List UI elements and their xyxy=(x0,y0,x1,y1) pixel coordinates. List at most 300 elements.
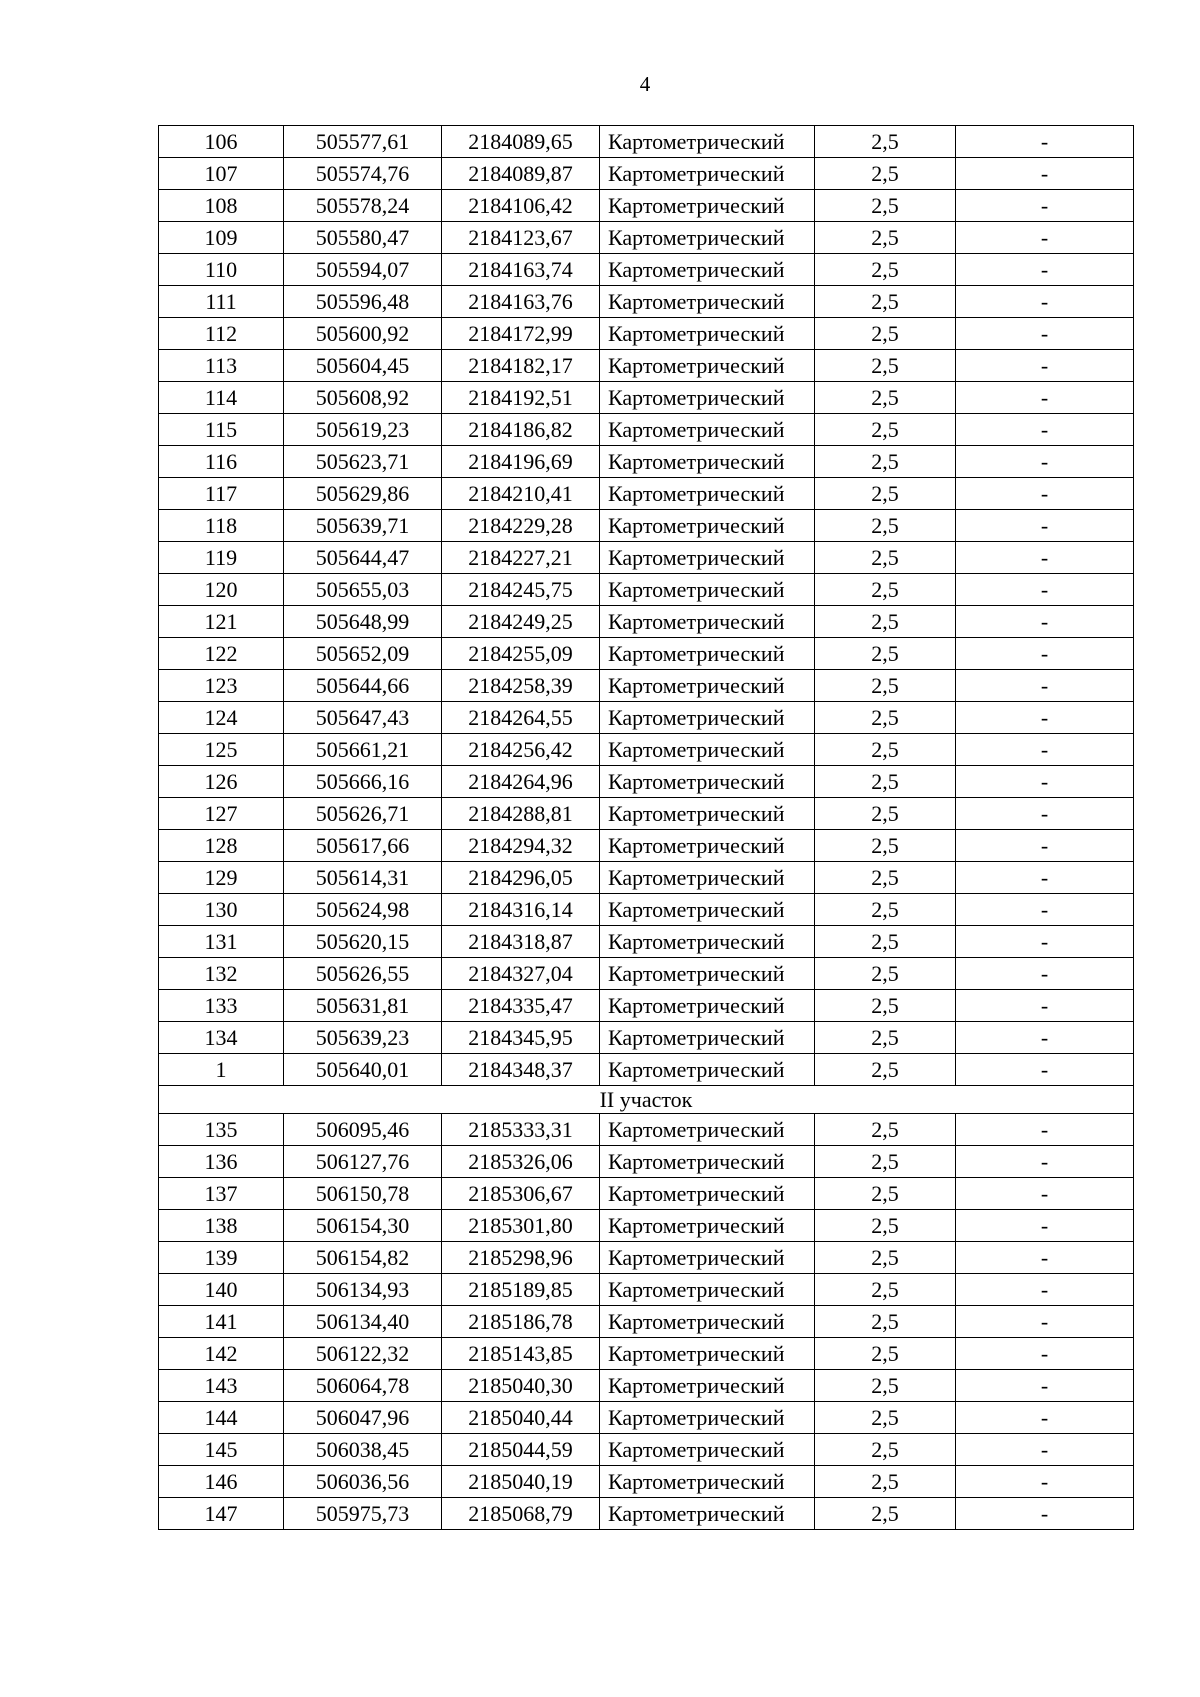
method-cell: Картометрический xyxy=(600,990,815,1022)
method-cell: Картометрический xyxy=(600,1498,815,1530)
point-number-cell: 141 xyxy=(159,1306,284,1338)
point-number-cell: 136 xyxy=(159,1146,284,1178)
description-cell: - xyxy=(956,1434,1134,1466)
y-coordinate-cell: 2184255,09 xyxy=(442,638,600,670)
method-cell: Картометрический xyxy=(600,478,815,510)
y-coordinate-cell: 2185306,67 xyxy=(442,1178,600,1210)
accuracy-cell: 2,5 xyxy=(815,990,956,1022)
method-cell: Картометрический xyxy=(600,1434,815,1466)
table-row xyxy=(159,606,1134,638)
x-coordinate-cell: 505596,48 xyxy=(284,286,442,318)
method-cell: Картометрический xyxy=(600,510,815,542)
table-row xyxy=(159,1178,1134,1210)
point-number-cell: 127 xyxy=(159,798,284,830)
point-number-cell: 124 xyxy=(159,702,284,734)
accuracy-cell: 2,5 xyxy=(815,382,956,414)
y-coordinate-cell: 2185301,80 xyxy=(442,1210,600,1242)
table-row xyxy=(159,1146,1134,1178)
y-coordinate-cell: 2184182,17 xyxy=(442,350,600,382)
point-number-cell: 142 xyxy=(159,1338,284,1370)
description-cell: - xyxy=(956,446,1134,478)
table-row xyxy=(159,798,1134,830)
accuracy-cell: 2,5 xyxy=(815,222,956,254)
y-coordinate-cell: 2184335,47 xyxy=(442,990,600,1022)
description-cell: - xyxy=(956,1498,1134,1530)
point-number-cell: 138 xyxy=(159,1210,284,1242)
description-cell: - xyxy=(956,1114,1134,1146)
accuracy-cell: 2,5 xyxy=(815,286,956,318)
accuracy-cell: 2,5 xyxy=(815,1054,956,1086)
description-cell: - xyxy=(956,1338,1134,1370)
table-row xyxy=(159,1338,1134,1370)
accuracy-cell: 2,5 xyxy=(815,254,956,286)
method-cell: Картометрический xyxy=(600,1178,815,1210)
x-coordinate-cell: 505652,09 xyxy=(284,638,442,670)
x-coordinate-cell: 506127,76 xyxy=(284,1146,442,1178)
point-number-cell: 122 xyxy=(159,638,284,670)
point-number-cell: 114 xyxy=(159,382,284,414)
y-coordinate-cell: 2185044,59 xyxy=(442,1434,600,1466)
description-cell: - xyxy=(956,254,1134,286)
method-cell: Картометрический xyxy=(600,670,815,702)
table-row xyxy=(159,670,1134,702)
method-cell: Картометрический xyxy=(600,1466,815,1498)
x-coordinate-cell: 505578,24 xyxy=(284,190,442,222)
x-coordinate-cell: 506154,30 xyxy=(284,1210,442,1242)
method-cell: Картометрический xyxy=(600,1306,815,1338)
description-cell: - xyxy=(956,734,1134,766)
table-row xyxy=(159,734,1134,766)
table-row xyxy=(159,414,1134,446)
table-row xyxy=(159,1022,1134,1054)
description-cell: - xyxy=(956,478,1134,510)
point-number-cell: 146 xyxy=(159,1466,284,1498)
table-row xyxy=(159,1402,1134,1434)
description-cell: - xyxy=(956,190,1134,222)
point-number-cell: 120 xyxy=(159,574,284,606)
description-cell: - xyxy=(956,510,1134,542)
accuracy-cell: 2,5 xyxy=(815,670,956,702)
description-cell: - xyxy=(956,1178,1134,1210)
table-row xyxy=(159,1242,1134,1274)
description-cell: - xyxy=(956,926,1134,958)
y-coordinate-cell: 2185068,79 xyxy=(442,1498,600,1530)
point-number-cell: 111 xyxy=(159,286,284,318)
x-coordinate-cell: 505574,76 xyxy=(284,158,442,190)
x-coordinate-cell: 505975,73 xyxy=(284,1498,442,1530)
x-coordinate-cell: 505577,61 xyxy=(284,126,442,158)
y-coordinate-cell: 2184294,32 xyxy=(442,830,600,862)
description-cell: - xyxy=(956,1370,1134,1402)
description-cell: - xyxy=(956,1022,1134,1054)
description-cell: - xyxy=(956,382,1134,414)
description-cell: - xyxy=(956,574,1134,606)
section-row xyxy=(159,1086,1134,1114)
table-row xyxy=(159,574,1134,606)
coordinates-table-body xyxy=(159,126,1134,1530)
y-coordinate-cell: 2184264,55 xyxy=(442,702,600,734)
description-cell: - xyxy=(956,126,1134,158)
method-cell: Картометрический xyxy=(600,446,815,478)
accuracy-cell: 2,5 xyxy=(815,478,956,510)
method-cell: Картометрический xyxy=(600,1274,815,1306)
point-number-cell: 140 xyxy=(159,1274,284,1306)
description-cell: - xyxy=(956,606,1134,638)
method-cell: Картометрический xyxy=(600,1146,815,1178)
description-cell: - xyxy=(956,638,1134,670)
x-coordinate-cell: 506064,78 xyxy=(284,1370,442,1402)
table-row xyxy=(159,318,1134,350)
y-coordinate-cell: 2184296,05 xyxy=(442,862,600,894)
x-coordinate-cell: 505644,47 xyxy=(284,542,442,574)
accuracy-cell: 2,5 xyxy=(815,1402,956,1434)
x-coordinate-cell: 505640,01 xyxy=(284,1054,442,1086)
x-coordinate-cell: 505647,43 xyxy=(284,702,442,734)
y-coordinate-cell: 2184210,41 xyxy=(442,478,600,510)
coordinates-table xyxy=(158,125,1134,1530)
x-coordinate-cell: 505626,71 xyxy=(284,798,442,830)
point-number-cell: 121 xyxy=(159,606,284,638)
x-coordinate-cell: 505666,16 xyxy=(284,766,442,798)
method-cell: Картометрический xyxy=(600,318,815,350)
method-cell: Картометрический xyxy=(600,350,815,382)
y-coordinate-cell: 2184327,04 xyxy=(442,958,600,990)
description-cell: - xyxy=(956,222,1134,254)
accuracy-cell: 2,5 xyxy=(815,1370,956,1402)
description-cell: - xyxy=(956,414,1134,446)
accuracy-cell: 2,5 xyxy=(815,766,956,798)
point-number-cell: 132 xyxy=(159,958,284,990)
point-number-cell: 110 xyxy=(159,254,284,286)
point-number-cell: 109 xyxy=(159,222,284,254)
method-cell: Картометрический xyxy=(600,574,815,606)
point-number-cell: 112 xyxy=(159,318,284,350)
y-coordinate-cell: 2185040,19 xyxy=(442,1466,600,1498)
accuracy-cell: 2,5 xyxy=(815,414,956,446)
accuracy-cell: 2,5 xyxy=(815,926,956,958)
description-cell: - xyxy=(956,702,1134,734)
method-cell: Картометрический xyxy=(600,286,815,318)
method-cell: Картометрический xyxy=(600,1210,815,1242)
x-coordinate-cell: 506038,45 xyxy=(284,1434,442,1466)
point-number-cell: 130 xyxy=(159,894,284,926)
method-cell: Картометрический xyxy=(600,894,815,926)
table-row xyxy=(159,1306,1134,1338)
table-row xyxy=(159,1114,1134,1146)
page-number: 4 xyxy=(639,72,651,96)
x-coordinate-cell: 506122,32 xyxy=(284,1338,442,1370)
point-number-cell: 125 xyxy=(159,734,284,766)
x-coordinate-cell: 505626,55 xyxy=(284,958,442,990)
accuracy-cell: 2,5 xyxy=(815,894,956,926)
x-coordinate-cell: 505629,86 xyxy=(284,478,442,510)
x-coordinate-cell: 505661,21 xyxy=(284,734,442,766)
table-row xyxy=(159,382,1134,414)
accuracy-cell: 2,5 xyxy=(815,1498,956,1530)
point-number-cell: 129 xyxy=(159,862,284,894)
x-coordinate-cell: 505619,23 xyxy=(284,414,442,446)
point-number-cell: 113 xyxy=(159,350,284,382)
table-row xyxy=(159,446,1134,478)
x-coordinate-cell: 506036,56 xyxy=(284,1466,442,1498)
description-cell: - xyxy=(956,318,1134,350)
method-cell: Картометрический xyxy=(600,862,815,894)
y-coordinate-cell: 2184163,76 xyxy=(442,286,600,318)
description-cell: - xyxy=(956,1402,1134,1434)
description-cell: - xyxy=(956,990,1134,1022)
accuracy-cell: 2,5 xyxy=(815,158,956,190)
point-number-cell: 106 xyxy=(159,126,284,158)
description-cell: - xyxy=(956,1146,1134,1178)
x-coordinate-cell: 506134,40 xyxy=(284,1306,442,1338)
table-row xyxy=(159,1274,1134,1306)
description-cell: - xyxy=(956,958,1134,990)
y-coordinate-cell: 2185143,85 xyxy=(442,1338,600,1370)
table-row xyxy=(159,478,1134,510)
y-coordinate-cell: 2185186,78 xyxy=(442,1306,600,1338)
accuracy-cell: 2,5 xyxy=(815,1434,956,1466)
x-coordinate-cell: 506134,93 xyxy=(284,1274,442,1306)
method-cell: Картометрический xyxy=(600,1054,815,1086)
description-cell: - xyxy=(956,1274,1134,1306)
table-row xyxy=(159,766,1134,798)
x-coordinate-cell: 505623,71 xyxy=(284,446,442,478)
description-cell: - xyxy=(956,1210,1134,1242)
method-cell: Картометрический xyxy=(600,126,815,158)
y-coordinate-cell: 2184123,67 xyxy=(442,222,600,254)
x-coordinate-cell: 505644,66 xyxy=(284,670,442,702)
accuracy-cell: 2,5 xyxy=(815,1274,956,1306)
table-row xyxy=(159,350,1134,382)
accuracy-cell: 2,5 xyxy=(815,542,956,574)
point-number-cell: 115 xyxy=(159,414,284,446)
table-row xyxy=(159,158,1134,190)
method-cell: Картометрический xyxy=(600,958,815,990)
y-coordinate-cell: 2184245,75 xyxy=(442,574,600,606)
y-coordinate-cell: 2185298,96 xyxy=(442,1242,600,1274)
table-row xyxy=(159,286,1134,318)
accuracy-cell: 2,5 xyxy=(815,1306,956,1338)
table-row xyxy=(159,222,1134,254)
point-number-cell: 139 xyxy=(159,1242,284,1274)
y-coordinate-cell: 2184288,81 xyxy=(442,798,600,830)
table-row xyxy=(159,926,1134,958)
point-number-cell: 128 xyxy=(159,830,284,862)
description-cell: - xyxy=(956,1054,1134,1086)
accuracy-cell: 2,5 xyxy=(815,862,956,894)
accuracy-cell: 2,5 xyxy=(815,830,956,862)
y-coordinate-cell: 2184316,14 xyxy=(442,894,600,926)
table-row xyxy=(159,1434,1134,1466)
description-cell: - xyxy=(956,1242,1134,1274)
accuracy-cell: 2,5 xyxy=(815,958,956,990)
table-row xyxy=(159,862,1134,894)
x-coordinate-cell: 506154,82 xyxy=(284,1242,442,1274)
table-row xyxy=(159,190,1134,222)
y-coordinate-cell: 2184229,28 xyxy=(442,510,600,542)
accuracy-cell: 2,5 xyxy=(815,446,956,478)
x-coordinate-cell: 505594,07 xyxy=(284,254,442,286)
description-cell: - xyxy=(956,286,1134,318)
point-number-cell: 133 xyxy=(159,990,284,1022)
accuracy-cell: 2,5 xyxy=(815,1242,956,1274)
accuracy-cell: 2,5 xyxy=(815,798,956,830)
accuracy-cell: 2,5 xyxy=(815,350,956,382)
accuracy-cell: 2,5 xyxy=(815,126,956,158)
accuracy-cell: 2,5 xyxy=(815,606,956,638)
accuracy-cell: 2,5 xyxy=(815,1466,956,1498)
table-row xyxy=(159,1210,1134,1242)
point-number-cell: 116 xyxy=(159,446,284,478)
description-cell: - xyxy=(956,798,1134,830)
y-coordinate-cell: 2184258,39 xyxy=(442,670,600,702)
point-number-cell: 135 xyxy=(159,1114,284,1146)
x-coordinate-cell: 505600,92 xyxy=(284,318,442,350)
x-coordinate-cell: 506150,78 xyxy=(284,1178,442,1210)
method-cell: Картометрический xyxy=(600,414,815,446)
y-coordinate-cell: 2184172,99 xyxy=(442,318,600,350)
table-row xyxy=(159,254,1134,286)
y-coordinate-cell: 2184318,87 xyxy=(442,926,600,958)
method-cell: Картометрический xyxy=(600,1242,815,1274)
table-row xyxy=(159,1498,1134,1530)
y-coordinate-cell: 2185040,44 xyxy=(442,1402,600,1434)
method-cell: Картометрический xyxy=(600,830,815,862)
point-number-cell: 126 xyxy=(159,766,284,798)
x-coordinate-cell: 505620,15 xyxy=(284,926,442,958)
accuracy-cell: 2,5 xyxy=(815,318,956,350)
x-coordinate-cell: 505631,81 xyxy=(284,990,442,1022)
method-cell: Картометрический xyxy=(600,702,815,734)
description-cell: - xyxy=(956,1466,1134,1498)
table-row xyxy=(159,1370,1134,1402)
x-coordinate-cell: 505614,31 xyxy=(284,862,442,894)
accuracy-cell: 2,5 xyxy=(815,510,956,542)
method-cell: Картометрический xyxy=(600,222,815,254)
point-number-cell: 1 xyxy=(159,1054,284,1086)
accuracy-cell: 2,5 xyxy=(815,1178,956,1210)
method-cell: Картометрический xyxy=(600,254,815,286)
method-cell: Картометрический xyxy=(600,734,815,766)
point-number-cell: 123 xyxy=(159,670,284,702)
table-row xyxy=(159,990,1134,1022)
description-cell: - xyxy=(956,894,1134,926)
y-coordinate-cell: 2184256,42 xyxy=(442,734,600,766)
method-cell: Картометрический xyxy=(600,606,815,638)
table-row xyxy=(159,894,1134,926)
point-number-cell: 143 xyxy=(159,1370,284,1402)
y-coordinate-cell: 2184345,95 xyxy=(442,1022,600,1054)
table-row xyxy=(159,958,1134,990)
description-cell: - xyxy=(956,158,1134,190)
point-number-cell: 137 xyxy=(159,1178,284,1210)
accuracy-cell: 2,5 xyxy=(815,1338,956,1370)
method-cell: Картометрический xyxy=(600,638,815,670)
x-coordinate-cell: 505624,98 xyxy=(284,894,442,926)
method-cell: Картометрический xyxy=(600,1114,815,1146)
method-cell: Картометрический xyxy=(600,798,815,830)
x-coordinate-cell: 505639,23 xyxy=(284,1022,442,1054)
method-cell: Картометрический xyxy=(600,926,815,958)
description-cell: - xyxy=(956,830,1134,862)
y-coordinate-cell: 2184089,65 xyxy=(442,126,600,158)
point-number-cell: 144 xyxy=(159,1402,284,1434)
table-row xyxy=(159,702,1134,734)
x-coordinate-cell: 505639,71 xyxy=(284,510,442,542)
method-cell: Картометрический xyxy=(600,158,815,190)
table-row xyxy=(159,126,1134,158)
y-coordinate-cell: 2184186,82 xyxy=(442,414,600,446)
point-number-cell: 131 xyxy=(159,926,284,958)
description-cell: - xyxy=(956,350,1134,382)
y-coordinate-cell: 2185326,06 xyxy=(442,1146,600,1178)
method-cell: Картометрический xyxy=(600,1022,815,1054)
description-cell: - xyxy=(956,766,1134,798)
x-coordinate-cell: 505604,45 xyxy=(284,350,442,382)
description-cell: - xyxy=(956,670,1134,702)
y-coordinate-cell: 2184089,87 xyxy=(442,158,600,190)
method-cell: Картометрический xyxy=(600,1402,815,1434)
y-coordinate-cell: 2184249,25 xyxy=(442,606,600,638)
y-coordinate-cell: 2185040,30 xyxy=(442,1370,600,1402)
x-coordinate-cell: 505648,99 xyxy=(284,606,442,638)
point-number-cell: 107 xyxy=(159,158,284,190)
accuracy-cell: 2,5 xyxy=(815,702,956,734)
method-cell: Картометрический xyxy=(600,382,815,414)
table-row xyxy=(159,830,1134,862)
y-coordinate-cell: 2185333,31 xyxy=(442,1114,600,1146)
x-coordinate-cell: 505655,03 xyxy=(284,574,442,606)
table-row xyxy=(159,1054,1134,1086)
x-coordinate-cell: 505580,47 xyxy=(284,222,442,254)
section-title: II участок xyxy=(159,1086,1134,1114)
description-cell: - xyxy=(956,542,1134,574)
method-cell: Картометрический xyxy=(600,190,815,222)
y-coordinate-cell: 2184264,96 xyxy=(442,766,600,798)
y-coordinate-cell: 2184192,51 xyxy=(442,382,600,414)
y-coordinate-cell: 2184196,69 xyxy=(442,446,600,478)
accuracy-cell: 2,5 xyxy=(815,190,956,222)
method-cell: Картометрический xyxy=(600,1338,815,1370)
method-cell: Картометрический xyxy=(600,1370,815,1402)
point-number-cell: 145 xyxy=(159,1434,284,1466)
accuracy-cell: 2,5 xyxy=(815,1210,956,1242)
method-cell: Картометрический xyxy=(600,542,815,574)
table-row xyxy=(159,1466,1134,1498)
accuracy-cell: 2,5 xyxy=(815,734,956,766)
method-cell: Картометрический xyxy=(600,766,815,798)
accuracy-cell: 2,5 xyxy=(815,638,956,670)
description-cell: - xyxy=(956,862,1134,894)
table-row xyxy=(159,638,1134,670)
point-number-cell: 119 xyxy=(159,542,284,574)
point-number-cell: 108 xyxy=(159,190,284,222)
x-coordinate-cell: 506047,96 xyxy=(284,1402,442,1434)
table-row xyxy=(159,542,1134,574)
point-number-cell: 134 xyxy=(159,1022,284,1054)
y-coordinate-cell: 2184348,37 xyxy=(442,1054,600,1086)
x-coordinate-cell: 506095,46 xyxy=(284,1114,442,1146)
accuracy-cell: 2,5 xyxy=(815,1022,956,1054)
y-coordinate-cell: 2185189,85 xyxy=(442,1274,600,1306)
y-coordinate-cell: 2184106,42 xyxy=(442,190,600,222)
point-number-cell: 118 xyxy=(159,510,284,542)
accuracy-cell: 2,5 xyxy=(815,574,956,606)
accuracy-cell: 2,5 xyxy=(815,1146,956,1178)
accuracy-cell: 2,5 xyxy=(815,1114,956,1146)
y-coordinate-cell: 2184227,21 xyxy=(442,542,600,574)
point-number-cell: 147 xyxy=(159,1498,284,1530)
